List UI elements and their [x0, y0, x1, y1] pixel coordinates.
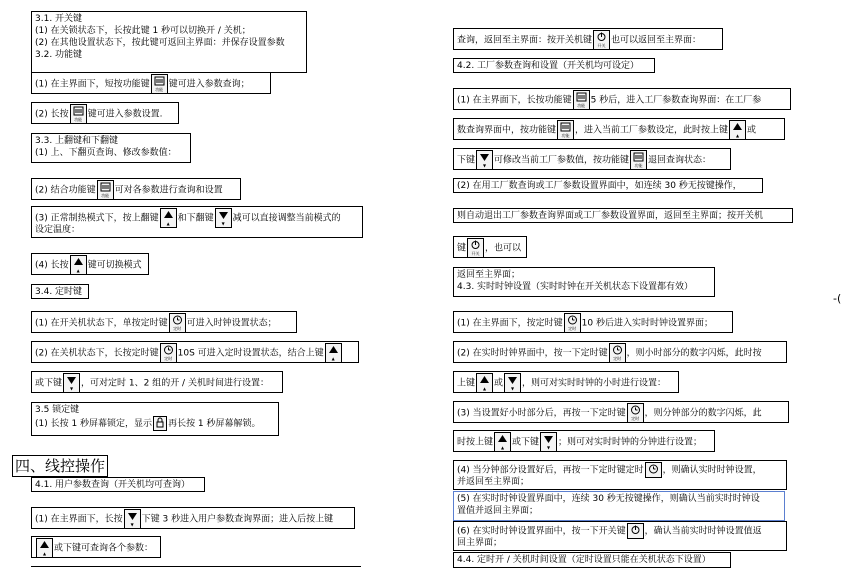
up-key-icon: ▲: [476, 373, 493, 393]
section-3-3-line2: (2) 结合功能键 功能 可对各参数进行查询和设置: [31, 178, 241, 200]
timer-key-icon: 定时: [609, 343, 626, 363]
section-3-3-box: [31, 133, 191, 163]
section-3-4-line1: (1) 在开关机状态下，单按定时键 定时 可进入时钟设置状态；: [31, 311, 297, 333]
down-key-icon: ▼: [476, 150, 493, 170]
power-key-icon: [627, 523, 644, 539]
down-key-icon: ▼: [540, 432, 557, 452]
section-4-2-line1: (1) 在主界面下，长按功能键 功能 5 秒后，进入工厂参数查询界面：在工厂参: [453, 88, 791, 110]
section-3-4-line2: (2) 在关机状态下，长按定时键 定时 10S 可进入定时设置状态，结合上键 ▲: [31, 341, 359, 363]
section-4-3-box: 返回至主界面； 4.3. 实时时钟设置（实时时钟在开关机状态下设置都有效）: [453, 267, 715, 297]
section-4-3-line5: 时按上键 ▲ 或下键 ▼ ；则可对实时时钟的分钟进行设置；: [453, 430, 715, 452]
section-4-2-line5: 则自动退出工厂参数查询界面或工厂参数设置界面，返回至主界面；按开关机: [453, 208, 793, 223]
down-key-icon: ▼: [215, 208, 232, 228]
section-title: 4.3. 实时时钟设置（实时时钟在开关机状态下设置都有效）: [457, 282, 694, 292]
function-key-icon: 功能: [630, 150, 647, 170]
section-4-2-title: 4.2. 工厂参数查询和设置（开关机均可设定）: [453, 58, 655, 73]
section-4-3-line8: (6) 在实时时钟设置界面中，按一下开关键 ，确认当前实时时钟设置值返 回主界面；: [453, 521, 787, 551]
up-key-icon: ▲: [325, 343, 342, 363]
section-3-3-line4: (4) 长按 ▲ 键可切换模式: [31, 253, 149, 275]
section-title: 3.3. 上翻键和下翻键: [35, 136, 119, 146]
chapter-heading: 四、线控操作: [12, 455, 108, 477]
section-4-4-title: 4.4. 定时开 / 关机时间设置（定时设置只能在关机状态下设置）: [453, 552, 731, 568]
power-key-icon: 开关: [467, 238, 484, 258]
paragraph-line: (2) 在其他设置状态下，按此键可返回主界面：并保存设置参数: [35, 38, 285, 48]
section-title: 3.2. 功能键: [35, 50, 83, 60]
section-3-3-line3: (3) 正常制热模式下，按上翻键 ▲ 和下翻键 ▼ 减可以直接调整当前模式的 设定温度：: [31, 206, 363, 238]
function-key-icon: 功能: [557, 120, 574, 140]
up-key-icon: ▲: [729, 120, 746, 140]
section-4-2-line4: (2) 在用工厂数查询或工厂参数设置界面中，如连续 30 秒无按键操作，: [453, 178, 763, 193]
page-edge-mark: -(: [833, 292, 842, 305]
power-key-icon: 开关: [593, 30, 610, 50]
section-4-1-line1: (1) 在主界面下，长按 ▼ 下键 3 秒进入用户参数查询界面；进入后按上键: [31, 507, 355, 529]
timer-key-icon: [645, 462, 662, 478]
section-4-3-line1: (1) 在主界面下，按定时键 定时 10 秒后进入实时时钟设置界面；: [453, 311, 733, 333]
up-key-icon: ▲: [70, 255, 87, 275]
section-3-4-title: 3.4. 定时键: [31, 284, 89, 299]
function-key-icon: 功能: [70, 104, 87, 124]
section-3-1-box: [31, 11, 307, 73]
section-4-3-line6: (4) 当分钟部分设置好后，再按一下定时键定时 ，则确认实时时钟设置， 并返回至主界面；: [453, 460, 787, 490]
section-3-2-line2: (2) 长按 功能 键可进入参数设置.: [31, 102, 179, 124]
down-key-icon: ▼: [124, 509, 141, 529]
lock-key-icon: [153, 416, 167, 431]
timer-key-icon: 定时: [169, 313, 186, 333]
timer-key-icon: 定时: [160, 343, 177, 363]
cut-off-line: [31, 566, 361, 572]
function-key-icon: 功能: [97, 180, 114, 200]
section-4-3-line2: (2) 在实时时钟界面中，按一下定时键 定时 ，则小时部分的数字闪烁，此时按: [453, 341, 787, 363]
function-key-icon: 功能: [151, 74, 168, 94]
section-4-3-line7: (5) 在实时时钟设置界面中，连续 30 秒无按键操作，则确认当前实时时钟设 置值并返回主界面；: [453, 491, 785, 521]
paragraph-line: (1) 在关锁状态下，长按此键 1 秒可以切换开 / 关机；: [35, 26, 251, 36]
section-4-2-line2: 数查询界面中，按功能键 功能 ，进入当前工厂参数设定，此时按上键 ▲ 或: [453, 118, 785, 140]
section-3-4-line3: 或下键 ▼ ，可对定时 1、2 组的开 / 关机时间进行设置：: [31, 371, 283, 393]
timer-key-icon: 定时: [564, 313, 581, 333]
paragraph-line: (1) 上、下翻页查询、修改参数值：: [35, 148, 177, 158]
section-4-3-line4: (3) 当设置好小时部分后，再按一下定时键 定时 ，则分钟部分的数字闪烁，此: [453, 401, 789, 423]
up-key-icon: ▲: [36, 538, 53, 558]
section-4-3-line3: 上键 ▲ 或 ▼ ，则可对实时时钟的小时进行设置：: [453, 371, 679, 393]
down-key-icon: ▼: [63, 373, 80, 393]
section-title: 3.5 锁定键: [35, 405, 80, 415]
right-line-r1: 查询，返回至主界面：按开关机键 开关 也可以返回至主界面：: [453, 28, 723, 50]
section-4-2-line6: 键 开关 ，也可以: [453, 236, 527, 258]
up-key-icon: ▲: [160, 208, 177, 228]
section-3-2-line1: (1) 在主界面下，短按功能键 功能 键可进入参数查询；: [31, 72, 271, 94]
section-title: 3.1. 开关键: [35, 14, 83, 24]
function-key-icon: 功能: [573, 90, 590, 110]
down-key-icon: ▼: [504, 373, 521, 393]
section-4-1-title: 4.1. 用户参数查询（开关机均可查询）: [31, 477, 205, 492]
up-key-icon: ▲: [494, 432, 511, 452]
section-3-5-box: 3.5 锁定键 (1) 长按 1 秒屏幕锁定，显示 再长按 1 秒屏幕解锁。: [31, 402, 279, 436]
timer-key-icon: 定时: [627, 403, 644, 423]
section-4-1-line2: ▲ 或下键可查询各个参数：: [31, 536, 161, 558]
section-4-2-line3: 下键 ▼ 可修改当前工厂参数值，按功能键 功能 退回查询状态：: [453, 148, 731, 170]
